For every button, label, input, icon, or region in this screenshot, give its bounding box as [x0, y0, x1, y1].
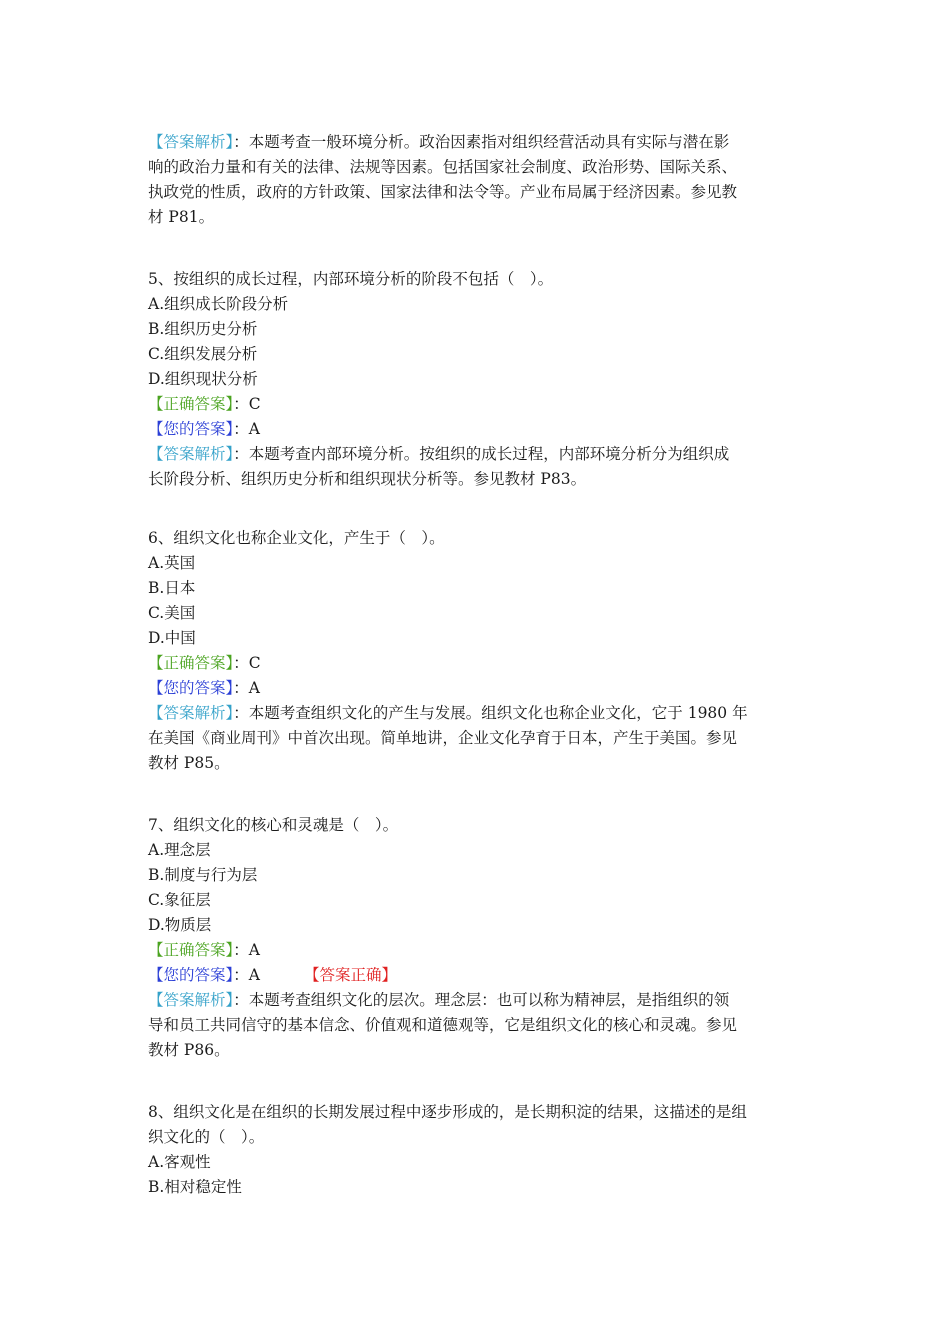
question-stem: 8、组织文化是在组织的长期发展过程中逐步形成的，是长期积淀的结果，这描述的是组: [148, 1103, 747, 1121]
question-stem: 6、组织文化也称企业文化，产生于（ ）。: [148, 529, 445, 547]
option-c: C.象征层: [148, 891, 211, 909]
analysis-line: 【答案解析】：本题考查组织文化的产生与发展。组织文化也称企业文化，它于 1980 年: [148, 704, 748, 722]
option-d: D.物质层: [148, 916, 212, 934]
analysis-line: 导和员工共同信守的基本信念、价值观和道德观等，它是组织文化的核心和灵魂。参见: [148, 1016, 738, 1034]
your-answer: 【您的答案】：A: [148, 679, 260, 697]
analysis-label: 【答案解析】: [148, 704, 234, 722]
your-answer-value: A: [248, 420, 260, 438]
option-a: A.理念层: [148, 841, 211, 859]
option-a: A.组织成长阶段分析: [148, 295, 289, 313]
your-answer-label: 【您的答案】: [148, 679, 234, 697]
option-d: D.组织现状分析: [148, 370, 258, 388]
analysis-label: 【答案解析】: [148, 133, 234, 151]
top-analysis-block: [148, 130, 798, 230]
your-answer-value: A: [248, 679, 260, 697]
option-d: D.中国: [148, 629, 196, 647]
your-answer-value: A: [248, 966, 260, 984]
option-c: C.美国: [148, 604, 196, 622]
question-5: [148, 267, 798, 492]
analysis-label: 【答案解析】: [148, 445, 234, 463]
analysis-line: 响的政治力量和有关的法律、法规等因素。包括国家社会制度、政治形势、国际关系、: [148, 158, 738, 176]
analysis-line: 材 P81。: [148, 208, 215, 226]
analysis-line: 教材 P85。: [148, 754, 230, 772]
question-stem: 织文化的（ ）。: [148, 1128, 265, 1146]
question-stem: 5、按组织的成长过程，内部环境分析的阶段不包括（ ）。: [148, 270, 554, 288]
analysis-line: 长阶段分析、组织历史分析和组织现状分析等。参见教材 P83。: [148, 470, 587, 488]
correct-answer: 【正确答案】：A: [148, 941, 260, 959]
your-answer: 【您的答案】：A: [148, 420, 260, 438]
question-7: [148, 813, 798, 1063]
option-c: C.组织发展分析: [148, 345, 258, 363]
your-answer: 【您的答案】：A 【答案正确】: [148, 966, 397, 984]
correct-answer-label: 【正确答案】: [148, 941, 234, 959]
option-a: A.英国: [148, 554, 196, 572]
option-b: B.日本: [148, 579, 196, 597]
correct-answer-value: A: [248, 941, 260, 959]
option-b: B.组织历史分析: [148, 320, 258, 338]
analysis-line: 执政党的性质，政府的方针政策、国家法律和法令等。产业布局属于经济因素。参见教: [148, 183, 738, 201]
correct-answer-value: C: [248, 654, 261, 672]
correct-answer-label: 【正确答案】: [148, 395, 234, 413]
correct-answer: 【正确答案】：C: [148, 654, 261, 672]
your-answer-label: 【您的答案】: [148, 966, 234, 984]
analysis-line: 【答案解析】：本题考查组织文化的层次。理念层：也可以称为精神层，是指组织的领: [148, 991, 730, 1009]
analysis-line: 【答案解析】：本题考查内部环境分析。按组织的成长过程，内部环境分析分为组织成: [148, 445, 730, 463]
analysis-line: 【答案解析】：本题考查一般环境分析。政治因素指对组织经营活动具有实际与潜在影: [148, 133, 730, 151]
analysis-label: 【答案解析】: [148, 991, 234, 1009]
correct-answer-label: 【正确答案】: [148, 654, 234, 672]
correct-answer: 【正确答案】：C: [148, 395, 261, 413]
analysis-line: 教材 P86。: [148, 1041, 230, 1059]
question-6: [148, 526, 798, 776]
correct-answer-value: C: [248, 395, 261, 413]
answer-correct-badge: 【答案正确】: [303, 966, 397, 984]
question-8: [148, 1100, 798, 1200]
analysis-line: 在美国《商业周刊》中首次出现。简单地讲，企业文化孕育于日本，产生于美国。参见: [148, 729, 738, 747]
your-answer-label: 【您的答案】: [148, 420, 234, 438]
option-a: A.客观性: [148, 1153, 211, 1171]
question-stem: 7、组织文化的核心和灵魂是（ ）。: [148, 816, 399, 834]
option-b: B.相对稳定性: [148, 1178, 242, 1196]
option-b: B.制度与行为层: [148, 866, 258, 884]
document-page: [148, 130, 798, 1200]
